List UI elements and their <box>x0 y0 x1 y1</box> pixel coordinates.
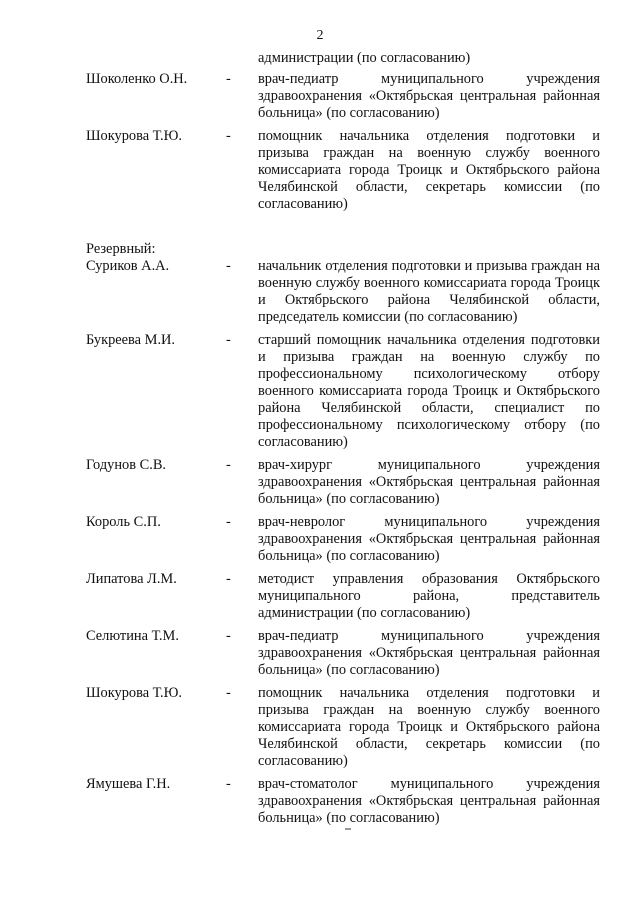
member-description: помощник начальника отделения подготовки и призыва граждан на военную службу военного комиссариата города Троицк и Октябрьского района Челябинской области, секретарь комиссии (по согласованию) <box>258 685 600 769</box>
member-name: Селютина Т.М. <box>86 628 179 644</box>
scan-artifact <box>345 828 351 830</box>
member-description: помощник начальника отделения подготовки и призыва граждан на военную службу военного комиссариата города Троицк и Октябрьского района Челябинской области, секретарь комиссии (по согласованию) <box>258 128 600 212</box>
member-description: методист управления образования Октябрьского муниципального района, представитель администрации (по согласованию) <box>258 571 600 621</box>
member-name: Букреева М.И. <box>86 332 176 348</box>
dash: - <box>226 776 231 792</box>
member-entry <box>86 128 600 213</box>
member-name: Годунов С.В. <box>86 457 167 473</box>
dash: - <box>226 258 231 274</box>
member-entry <box>86 514 600 565</box>
dash: - <box>226 628 231 644</box>
member-name: Ямушева Г.Н. <box>86 776 171 792</box>
member-description: старший помощник начальника отделения подготовки и призыва граждан на военную службу по профессиональному психологическому отбору военного комиссариата города Троицк и Октябрьского района Челябинской области, специалист по профессиональному психологическому отбору (по согласованию) <box>258 332 600 450</box>
commission-list <box>86 50 600 827</box>
dash: - <box>226 332 231 348</box>
reserve-label: Резервный: <box>86 241 156 257</box>
member-name: Шокурова Т.Ю. <box>86 128 183 144</box>
member-name: Шоколенко О.Н. <box>86 71 188 87</box>
dash: - <box>226 71 231 87</box>
continuation-text: администрации (по согласованию) <box>258 50 471 66</box>
member-name: Суриков А.А. <box>86 258 170 274</box>
member-entry <box>86 457 600 508</box>
member-description: врач-невролог муниципального учреждения здравоохранения «Октябрьская центральная районная больница» (по согласованию) <box>258 514 600 564</box>
member-entry <box>86 71 600 122</box>
member-entry <box>86 628 600 679</box>
member-name: Шокурова Т.Ю. <box>86 685 183 701</box>
member-description: врач-стоматолог муниципального учреждения здравоохранения «Октябрьская центральная районная больница» (по согласованию) <box>258 776 600 826</box>
member-description: начальник отделения подготовки и призыва граждан на военную службу военного комиссариата города Троицк и Октябрьского района Челябинской области, председатель комиссии (по согласованию) <box>258 258 600 325</box>
member-entry <box>86 332 600 451</box>
member-entry <box>86 571 600 622</box>
dash: - <box>226 514 231 530</box>
dash: - <box>226 128 231 144</box>
member-description: врач-педиатр муниципального учреждения здравоохранения «Октябрьская центральная районная больница» (по согласованию) <box>258 71 600 121</box>
member-entry <box>86 258 600 326</box>
page-number: 2 <box>316 28 324 43</box>
dash: - <box>226 685 231 701</box>
member-name: Король С.П. <box>86 514 161 530</box>
dash: - <box>226 571 231 587</box>
member-description: врач-педиатр муниципального учреждения здравоохранения «Октябрьская центральная районная больница» (по согласованию) <box>258 628 600 678</box>
member-entry <box>86 776 600 827</box>
member-description: врач-хирург муниципального учреждения здравоохранения «Октябрьская центральная районная больница» (по согласованию) <box>258 457 600 507</box>
dash: - <box>226 457 231 473</box>
member-name: Липатова Л.М. <box>86 571 177 587</box>
member-entry <box>86 685 600 770</box>
